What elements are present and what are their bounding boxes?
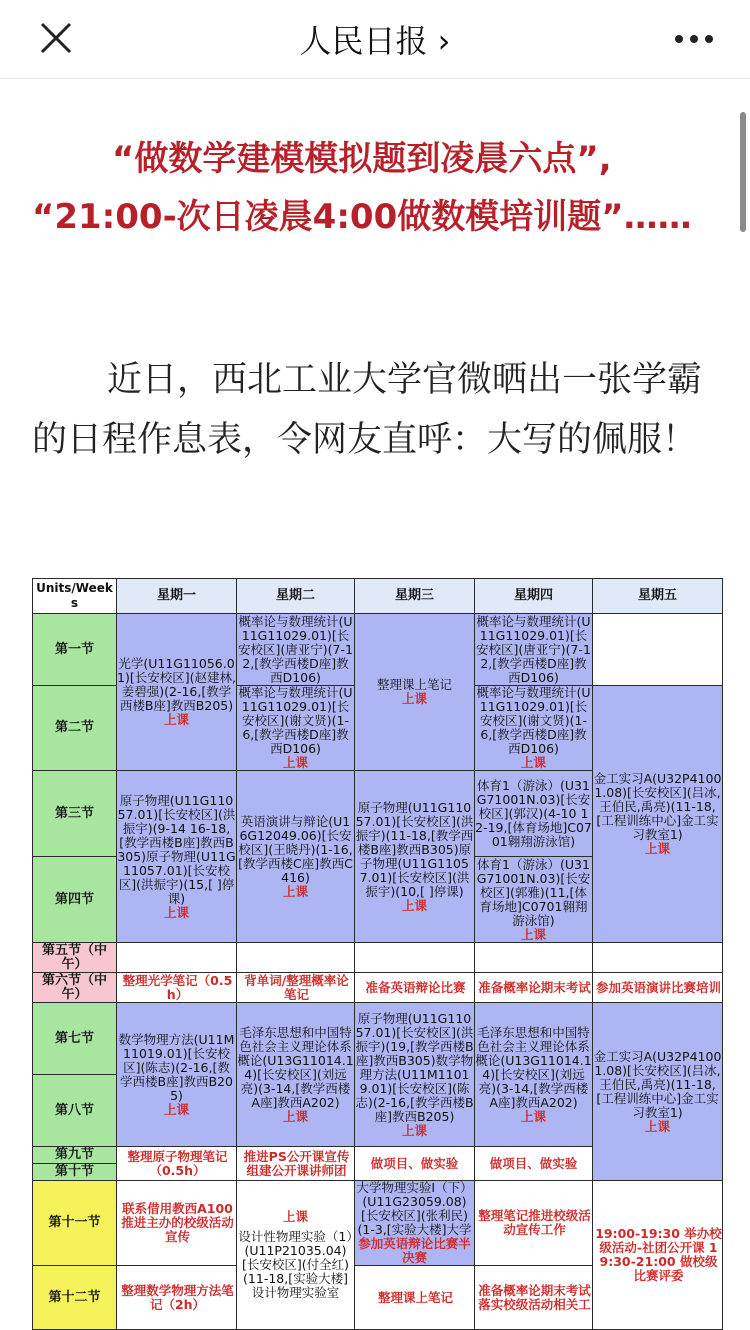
headline-line-2: “21:00-次日凌晨4:00做数模培训题”……	[32, 197, 692, 237]
article-headline	[32, 130, 722, 246]
class-tag: 上课	[644, 841, 670, 856]
schedule-cell	[117, 614, 237, 771]
class-tag: 上课	[401, 897, 427, 913]
class-tag: 上课	[401, 691, 427, 706]
period-label: 第十二节	[33, 1266, 117, 1330]
schedule-cell	[355, 1003, 475, 1147]
period-label: 第四节	[33, 857, 117, 943]
schedule-cell	[237, 943, 355, 973]
day-header: 星期二	[237, 579, 355, 614]
schedule-cell: 准备英语辩论比赛	[355, 973, 475, 1003]
article-paragraph	[32, 350, 722, 470]
class-tag: 上课	[163, 712, 189, 727]
schedule-cell	[355, 1181, 475, 1266]
cell-text: 体育1（游泳）(U31G71001N.03)[长安校区](郭雅)(11,[体育场地]C0701翱翔游泳馆)	[476, 856, 591, 928]
schedule-cell	[237, 771, 355, 943]
schedule-cell	[237, 686, 355, 771]
schedule-cell	[593, 686, 723, 943]
schedule-cell: 背单词/整理概率论笔记	[237, 973, 355, 1003]
period-label: 第三节	[33, 771, 117, 857]
schedule-cell	[117, 771, 237, 943]
day-header: 星期五	[593, 579, 723, 614]
cell-text: 毛泽东思想和中国特色社会主义理论体系概论(U13G11014.14)[长安校区](刘远亮)(3-14,[教学西楼A座]教西A202)	[475, 1024, 592, 1110]
schedule-cell: 整理原子物理笔记（0.5h）	[117, 1147, 237, 1181]
schedule-cell	[593, 1003, 723, 1181]
cell-text: 金工实习A(U32P41001.08)[长安校区](吕冰,王伯民,禹亮)(11-18,[工程训练中心]金工实习教室1)	[593, 771, 722, 842]
cell-text: 英语演讲与辩论(U16G12049.06)[长安校区](王晓丹)(1-16,[教学西楼C座]教西C416)	[238, 813, 353, 885]
scrollbar[interactable]	[740, 112, 746, 232]
corner-header: Units/Weeks	[33, 579, 117, 614]
period-label: 第一节	[33, 614, 117, 686]
schedule-cell: 整理数学物理方法笔记（2h）	[117, 1266, 237, 1330]
day-header: 星期一	[117, 579, 237, 614]
schedule-cell	[475, 943, 593, 973]
cell-note: 参加英语辩论比赛半决赛	[358, 1236, 471, 1265]
schedule-cell: 准备概率论期末考试落实校级活动相关工	[475, 1266, 593, 1330]
nav-bar	[0, 0, 750, 79]
paragraph-text: 近日，西北工业大学官微晒出一张学霸的日程作息表，令网友直呼：大写的佩服！	[32, 360, 703, 460]
cell-text: 概率论与数理统计(U11G11029.01)[长安校区](谢文贤)(1-6,[教学西楼D座]教西D106)	[238, 685, 353, 756]
schedule-cell: 概率论与数理统计(U11G11029.01)[长安校区](唐亚宁)(7-12,[教学西楼D座]教西D106)	[238, 613, 353, 685]
schedule-cell: 整理课上笔记	[355, 1266, 475, 1330]
class-tag: 上课	[282, 883, 308, 899]
period-label: 第二节	[33, 686, 117, 771]
class-tag: 上课	[520, 1108, 546, 1124]
cell-text: 原子物理(U11G11057.01)[长安校区](洪振宇)(11-18,[教学西楼B座]教西B305)原子物理(U11G11057.01)[长安校区](洪振宇)(10,[ ]停课)	[355, 799, 474, 899]
cell-text: 设计性物理实验（1）(U11P21035.04)[长安校区](付全红)(11-18,[实验大楼]设计物理实验室	[238, 1229, 353, 1300]
cell-text: 毛泽东思想和中国特色社会主义理论体系概论(U13G11014.14)[长安校区](刘远亮)(3-14,[教学西楼A座]教西A202)	[237, 1024, 354, 1110]
schedule-cell	[475, 857, 593, 943]
class-tag: 上课	[282, 1108, 308, 1124]
schedule-image	[32, 578, 722, 1312]
class-tag: 上课	[282, 1209, 308, 1224]
schedule-cell	[237, 1003, 355, 1147]
schedule-cell: 联系借用教西A100推进主办的校级活动宣传	[117, 1181, 237, 1266]
schedule-cell: 参加英语演讲比赛培训	[593, 973, 723, 1003]
period-label: 第十一节	[33, 1181, 117, 1266]
more-icon[interactable]	[674, 34, 714, 44]
cell-text: 数学物理方法(U11M11019.01)[长安校区](陈志)(2-16,[教学西楼B座]教西B205)	[118, 1031, 235, 1103]
schedule-cell	[593, 614, 723, 686]
schedule-cell: 做项目、做实验	[475, 1147, 593, 1181]
schedule-cell	[475, 686, 593, 771]
schedule-cell: 做项目、做实验	[355, 1147, 475, 1181]
schedule-cell	[593, 943, 723, 973]
schedule-cell	[355, 614, 475, 771]
class-tag: 上课	[163, 1101, 189, 1117]
schedule-cell	[237, 1181, 355, 1330]
schedule-cell	[117, 943, 237, 973]
class-tag: 上课	[163, 904, 189, 920]
class-tag: 上课	[401, 1122, 427, 1138]
period-label: 第七节	[33, 1003, 117, 1075]
period-label: 第六节（中午）	[33, 973, 117, 1003]
class-tag: 上课	[520, 926, 546, 942]
cell-text: 原子物理(U11G11057.01)[长安校区](洪振宇)(19,[教学西楼B座]教西B305)数学物理方法(U11M11019.01)[长安校区](陈志)(2-16,[教学西楼B座]教西B205)	[355, 1010, 474, 1124]
period-label: 第十节	[33, 1164, 117, 1181]
account-title-link[interactable]: 人民日报 ›	[299, 22, 451, 60]
schedule-cell: 体育1（游泳）(U31G71001N.03)[长安校区](郭汉)(4-10 12-19,[体育场地]C0701翱翔游泳馆)	[475, 771, 593, 857]
cell-text: 概率论与数理统计(U11G11029.01)[长安校区](谢文贤)(1-6,[教学西楼D座]教西D106)	[476, 685, 591, 756]
cell-text: 原子物理(U11G11057.01)[长安校区](洪振宇)(9-14 16-18,[教学西楼B座]教西B305)原子物理(U11G11057.01)[长安校区](洪振宇)(15,[ ]停课)	[117, 792, 236, 906]
schedule-table	[32, 578, 723, 1330]
schedule-cell: 推进PS公开课宣传组建公开课讲师团	[237, 1147, 355, 1181]
class-tag: 上课	[282, 755, 308, 770]
schedule-cell: 19:00-19:30 举办校级活动-社团公开课 19:30-21:00 做校级比赛评委	[593, 1181, 723, 1330]
period-label: 第五节（中午）	[33, 943, 117, 973]
class-tag: 上课	[644, 1118, 670, 1134]
day-header: 星期三	[355, 579, 475, 614]
schedule-cell: 整理光学笔记（0.5h）	[117, 973, 237, 1003]
schedule-cell	[475, 1003, 593, 1147]
cell-text: 金工实习A(U32P41001.08)[长安校区](吕冰,王伯民,禹亮)(11-18,[工程训练中心]金工实习教室1)	[593, 1048, 722, 1120]
schedule-cell	[355, 943, 475, 973]
cell-text: 整理课上笔记	[376, 677, 452, 692]
period-label: 第九节	[33, 1147, 117, 1164]
headline-line-1: “做数学建模模拟题到凌晨六点”,	[112, 139, 612, 179]
schedule-cell	[355, 771, 475, 943]
schedule-cell	[117, 1003, 237, 1147]
schedule-cell: 概率论与数理统计(U11G11029.01)[长安校区](唐亚宁)(7-12,[教学西楼D座]教西D106)	[476, 613, 591, 685]
schedule-cell: 准备概率论期末考试	[475, 973, 593, 1003]
cell-text: 光学(U11G11056.01)[长安校区](赵建林,姜碧强)(2-16,[教学西楼B座]教西B205)	[117, 656, 236, 713]
day-header: 星期四	[475, 579, 593, 614]
cell-text: 大学物理实验I（下）(U11G23059.08)[长安校区](张利民)(1-3,[实验大楼]大学	[356, 1180, 473, 1237]
class-tag: 上课	[520, 755, 546, 770]
period-label: 第八节	[33, 1075, 117, 1147]
schedule-cell: 整理笔记推进校级活动宣传工作	[475, 1181, 593, 1266]
